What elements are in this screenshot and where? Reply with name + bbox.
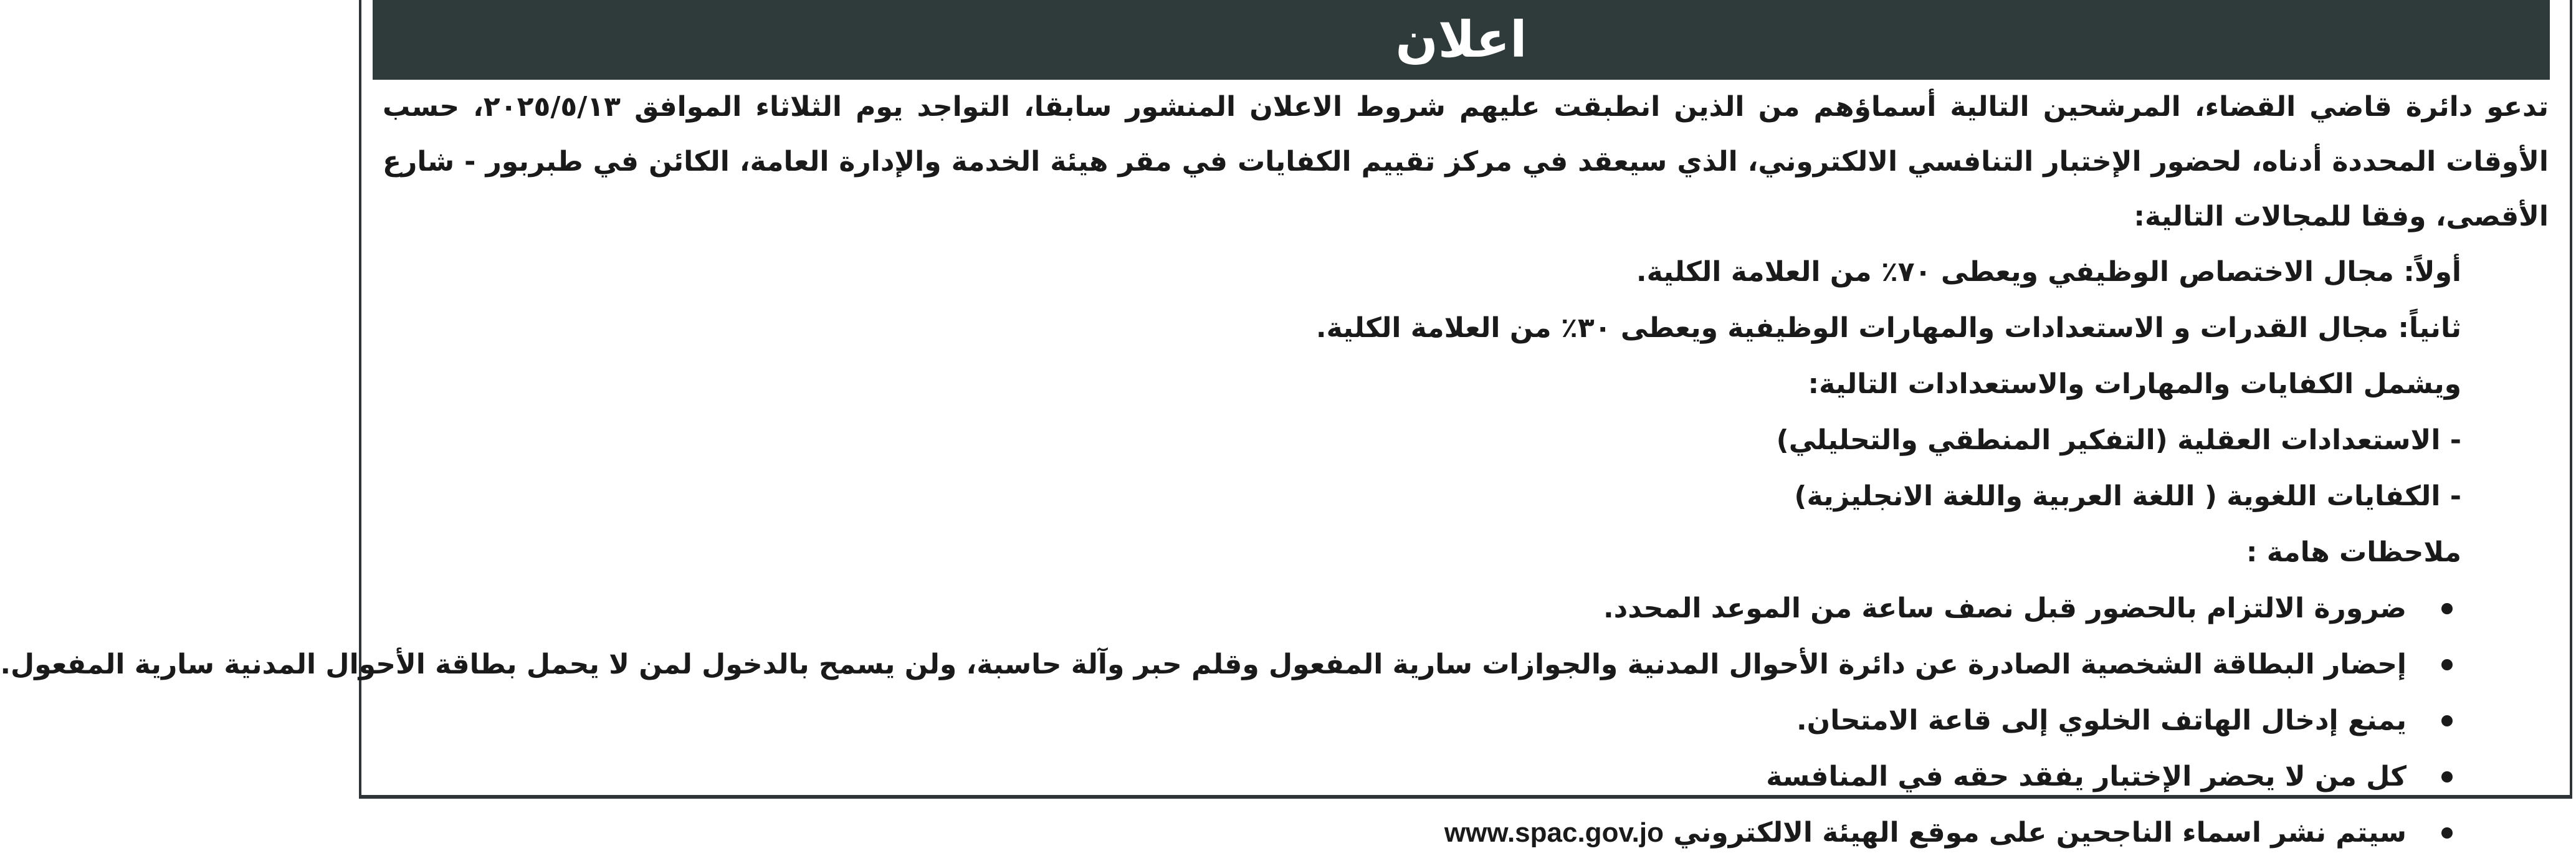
bullet-icon (2441, 715, 2453, 726)
field-first: أولاً: مجال الاختصاص الوظيفي ويعطى ٧٠٪ من العلامة الكلية. (1636, 256, 2461, 288)
note-item (383, 693, 2461, 749)
field-second: ثانياً: مجال القدرات و الاستعدادات والمهارات الوظيفية ويعطى ٣٠٪ من العلامة الكلية. (1315, 312, 2461, 344)
notes-heading: ملاحظات هامة : (2246, 536, 2461, 568)
note-item (383, 749, 2461, 805)
note-item (383, 805, 2461, 861)
note-text: إحضار البطاقة الشخصية الصادرة عن دائرة الأحوال المدنية والجوازات سارية المفعول وقلم حبر وآلة حاسبة، ولن يسمح بالدخول لمن لا يحمل بطاقة الأحوال المدنية سارية المفعول. (0, 649, 2407, 680)
bullet-icon (2441, 659, 2453, 670)
skill-item: - الاستعدادات العقلية (التفكير المنطقي والتحليلي) (383, 412, 2461, 469)
bullet-icon (2441, 771, 2453, 783)
intro-paragraph: تدعو دائرة قاضي القضاء، المرشحين التالية أسماؤهم من الذين انطبقت عليهم شروط الاعلان المنشور سابقا، التواجد يوم الثلاثاء الموافق ٢٠٢٥/٥/١٣، حسب الأوقات المحددة أدناه، لحضور الإختبار التنافسي الالكتروني، الذي سيعقد في مركز تقييم الكفايات في مقر هيئة الخدمة والإدارة العامة، الكائن في طبربور - شارع الأقصى، وفقا للمجالات التالية: (383, 91, 2549, 232)
announcement-title: اعلان (1395, 11, 1527, 69)
notes-list (0, 581, 2461, 861)
note-item (0, 637, 2461, 693)
website-link[interactable]: www.spac.gov.jo (1444, 817, 1664, 848)
note-text: كل من لا يحضر الإختبار يفقد حقه في المنافسة (1766, 761, 2407, 792)
skills-list (383, 412, 2461, 525)
note-text: سيتم نشر اسماء الناجحين على موقع الهيئة الالكتروني (1673, 817, 2407, 849)
bullet-icon (2441, 603, 2453, 614)
skill-item: - الكفايات اللغوية ( اللغة العربية واللغة الانجليزية) (383, 469, 2461, 525)
fields-section (383, 244, 2461, 581)
note-item (383, 581, 2461, 637)
note-text: يمنع إدخال الهاتف الخلوي إلى قاعة الامتحان. (1796, 705, 2407, 736)
fields-includes: ويشمل الكفايات والمهارات والاستعدادات التالية: (1808, 368, 2461, 400)
bullet-icon (2441, 827, 2453, 839)
announcement-body (0, 80, 2549, 861)
title-bar (373, 0, 2550, 80)
note-text: ضرورة الالتزام بالحضور قبل نصف ساعة من الموعد المحدد. (1603, 592, 2407, 624)
